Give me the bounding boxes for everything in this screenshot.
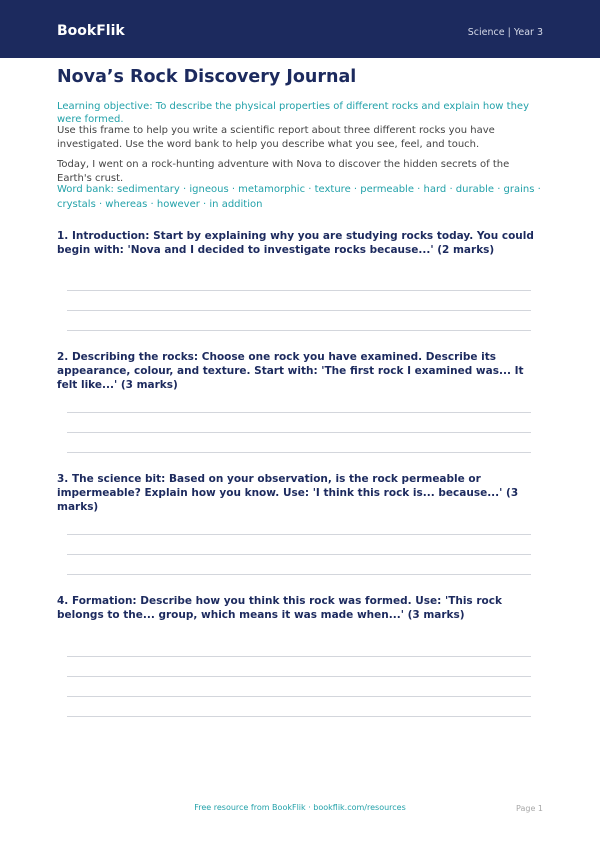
intro-instructions: Use this frame to help you write a scientific report about three different rocks you have investigated. Use the word bank to help you describe what you see, feel, and touch. <box>57 125 495 150</box>
answer-line-q4-3[interactable] <box>67 696 531 697</box>
answer-line-q2-3[interactable] <box>67 452 531 453</box>
footer-resource-link[interactable]: Free resource from BookFlik · bookflik.com/resources <box>194 803 406 812</box>
answer-line-q3-1[interactable] <box>67 534 531 535</box>
page-header <box>0 0 600 58</box>
answer-line-q4-1[interactable] <box>67 656 531 657</box>
page-number: Page 1 <box>516 804 543 813</box>
answer-line-q3-3[interactable] <box>67 574 531 575</box>
answer-line-q4-2[interactable] <box>67 676 531 677</box>
answer-line-q2-1[interactable] <box>67 412 531 413</box>
story-opening: Today, I went on a rock-hunting adventure with Nova to discover the hidden secrets of the Earth's crust. <box>57 159 510 184</box>
question-2: 2. Describing the rocks: Choose one rock you have examined. Describe its appearance, colour, and texture. Start with: 'The first rock I examined was... It felt like...' (3 marks) <box>57 351 524 391</box>
answer-line-q1-3[interactable] <box>67 330 531 331</box>
answer-line-q1-2[interactable] <box>67 310 531 311</box>
brand-logo: BookFlik <box>57 23 125 39</box>
answer-line-q1-1[interactable] <box>67 290 531 291</box>
question-3: 3. The science bit: Based on your observation, is the rock permeable or impermeable? Explain how you know. Use: 'I think this rock is... because...' (3 marks) <box>57 473 519 513</box>
question-4: 4. Formation: Describe how you think this rock was formed. Use: 'This rock belongs to the... group, which means it was made when...' (3 marks) <box>57 595 502 621</box>
answer-line-q2-2[interactable] <box>67 432 531 433</box>
question-1: 1. Introduction: Start by explaining why you are studying rocks today. You could begin with: 'Nova and I decided to investigate rocks because...' (2 marks) <box>57 230 534 256</box>
answer-line-q3-2[interactable] <box>67 554 531 555</box>
word-bank: Word bank: sedimentary · igneous · metamorphic · texture · permeable · hard · durable · grains · crystals · whereas · however · in addition <box>57 184 541 210</box>
answer-line-q4-4[interactable] <box>67 716 531 717</box>
page-title: Nova’s Rock Discovery Journal <box>57 67 357 87</box>
subject-year-label: Science | Year 3 <box>467 27 543 38</box>
learning-objective: Learning objective: To describe the physical properties of different rocks and explain how they were formed. <box>57 101 529 125</box>
